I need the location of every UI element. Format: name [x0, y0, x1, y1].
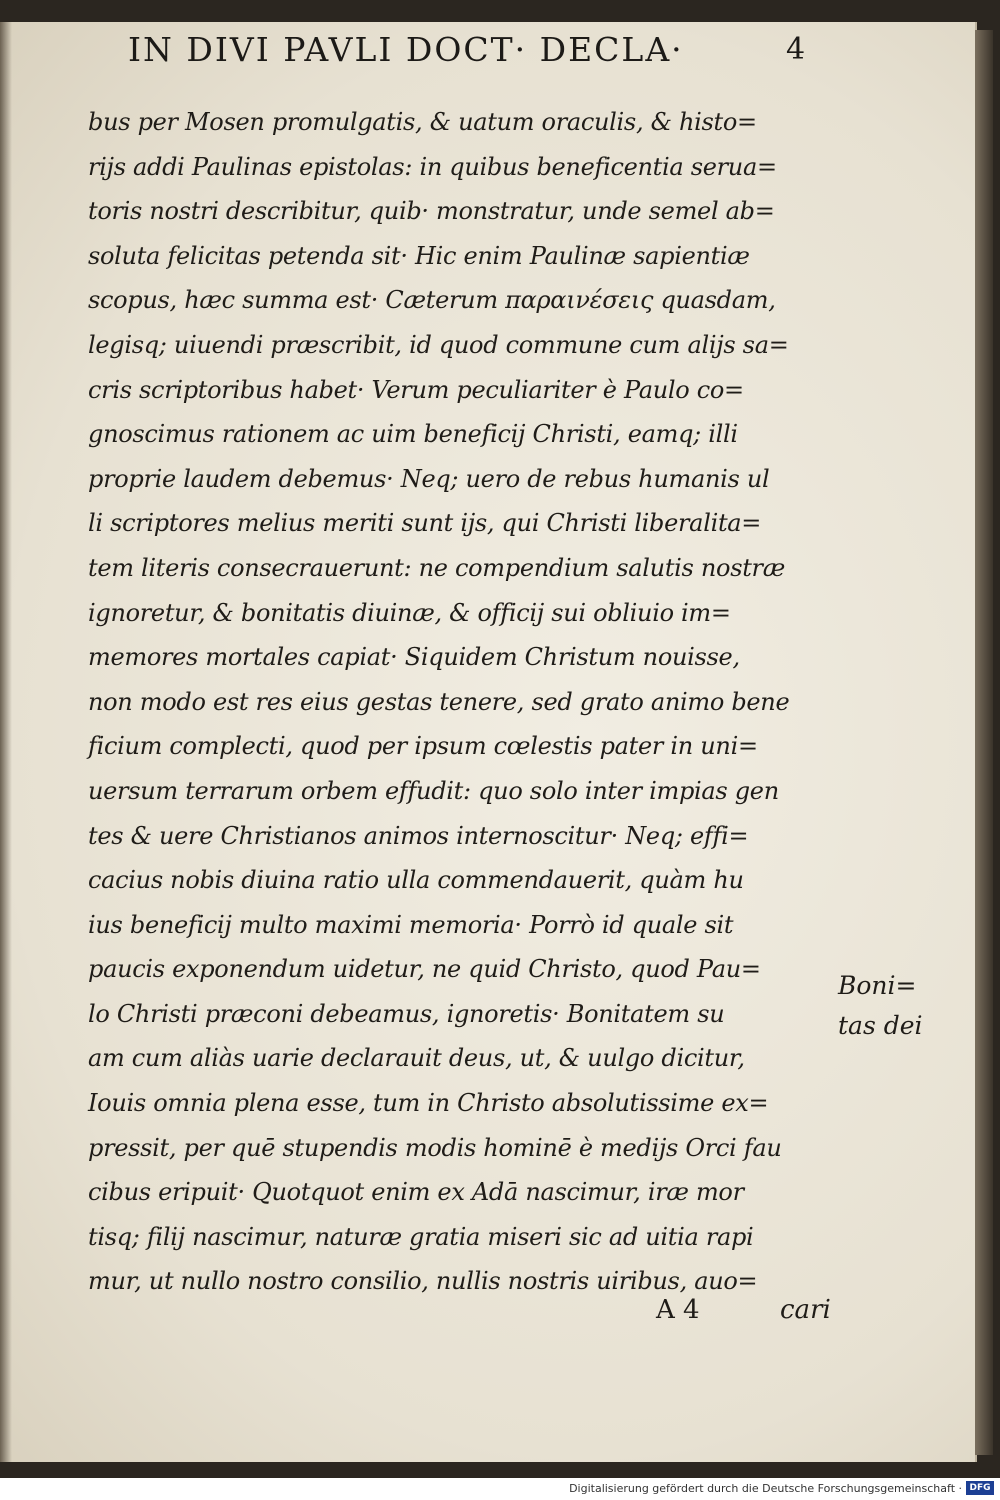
- dfg-logo-icon: DFG: [966, 1481, 994, 1495]
- page-edge: [975, 30, 993, 1455]
- text-line: scopus, hæc summa est· Cæterum παραινέσεις quasdam,: [88, 286, 776, 315]
- text-line: tisq; filij nascimur, naturæ gratia miseri sic ad uitia rapi: [88, 1222, 754, 1251]
- running-head: IN DIVI PAVLI DOCT· DECLA·: [128, 30, 684, 69]
- text-line: ius beneficij multo maximi memoria· Porrò id quale sit: [88, 910, 734, 939]
- text-line: mur, ut nullo nostro consilio, nullis nostris uiribus, auo=: [88, 1267, 758, 1296]
- margin-note-line: tas dei: [838, 1011, 923, 1040]
- text-line: gnoscimus rationem ac uim beneficij Christi, eamq; illi: [88, 420, 738, 449]
- text-line: pressit, per quē stupendis modis hominē è medijs Orci fau: [88, 1133, 782, 1162]
- text-line: paucis exponendum uidetur, ne quid Christo, quod Pau=: [88, 955, 761, 984]
- margin-note-line: Boni=: [838, 971, 917, 1000]
- text-line: ignoretur, & bonitatis diuinæ, & officij sui obliuio im=: [88, 598, 731, 627]
- text-line: toris nostri describitur, quib· monstratur, unde semel ab=: [88, 197, 775, 226]
- text-line: soluta felicitas petenda sit· Hic enim Paulinæ sapientiæ: [88, 241, 750, 270]
- digitization-credit: Digitalisierung gefördert durch die Deutsche Forschungsgemeinschaft ·: [569, 1482, 962, 1495]
- text-line: lo Christi præconi debeamus, ignoretis· Bonitatem su: [88, 999, 725, 1028]
- text-line: am cum aliàs uarie declarauit deus, ut, & uulgo dicitur,: [88, 1044, 745, 1073]
- text-line: ficium complecti, quod per ipsum cœlestis pater in uni=: [88, 732, 758, 761]
- catchword: cari: [780, 1295, 831, 1325]
- margin-note: [838, 966, 923, 1046]
- text-line: bus per Mosen promulgatis, & uatum oraculis, & histo=: [88, 108, 757, 136]
- gutter-shadow: [0, 22, 12, 1462]
- text-line: Iouis omnia plena esse, tum in Christo absolutissime ex=: [88, 1089, 769, 1118]
- text-line: legisq; uiuendi præscribit, id quod commune cum alijs sa=: [88, 330, 789, 359]
- text-line: memores mortales capiat· Siquidem Christum nouisse,: [88, 643, 740, 672]
- text-line: cibus eripuit· Quotquot enim ex Adā nascimur, iræ mor: [88, 1178, 744, 1207]
- text-line: proprie laudem debemus· Neq; uero de rebus humanis ul: [88, 464, 770, 493]
- text-line: li scriptores melius meriti sunt ijs, qui Christi liberalita=: [88, 509, 762, 538]
- text-line: uersum terrarum orbem effudit: quo solo inter impias gen: [88, 776, 779, 805]
- body-text: [88, 100, 828, 1304]
- text-line: tes & uere Christianos animos internoscitur· Neq; effi=: [88, 821, 749, 850]
- text-line: cacius nobis diuina ratio ulla commendauerit, quàm hu: [88, 866, 744, 895]
- text-line: rijs addi Paulinas epistolas: in quibus beneficentia serua=: [88, 152, 777, 181]
- text-line: tem literis consecrauerunt: ne compendium salutis nostræ: [88, 553, 785, 582]
- text-line: non modo est res eius gestas tenere, sed grato animo bene: [88, 687, 790, 716]
- page-number: 4: [786, 32, 806, 67]
- text-line: cris scriptoribus habet· Verum peculiariter è Paulo co=: [88, 375, 744, 404]
- signature-mark: A 4: [656, 1295, 700, 1325]
